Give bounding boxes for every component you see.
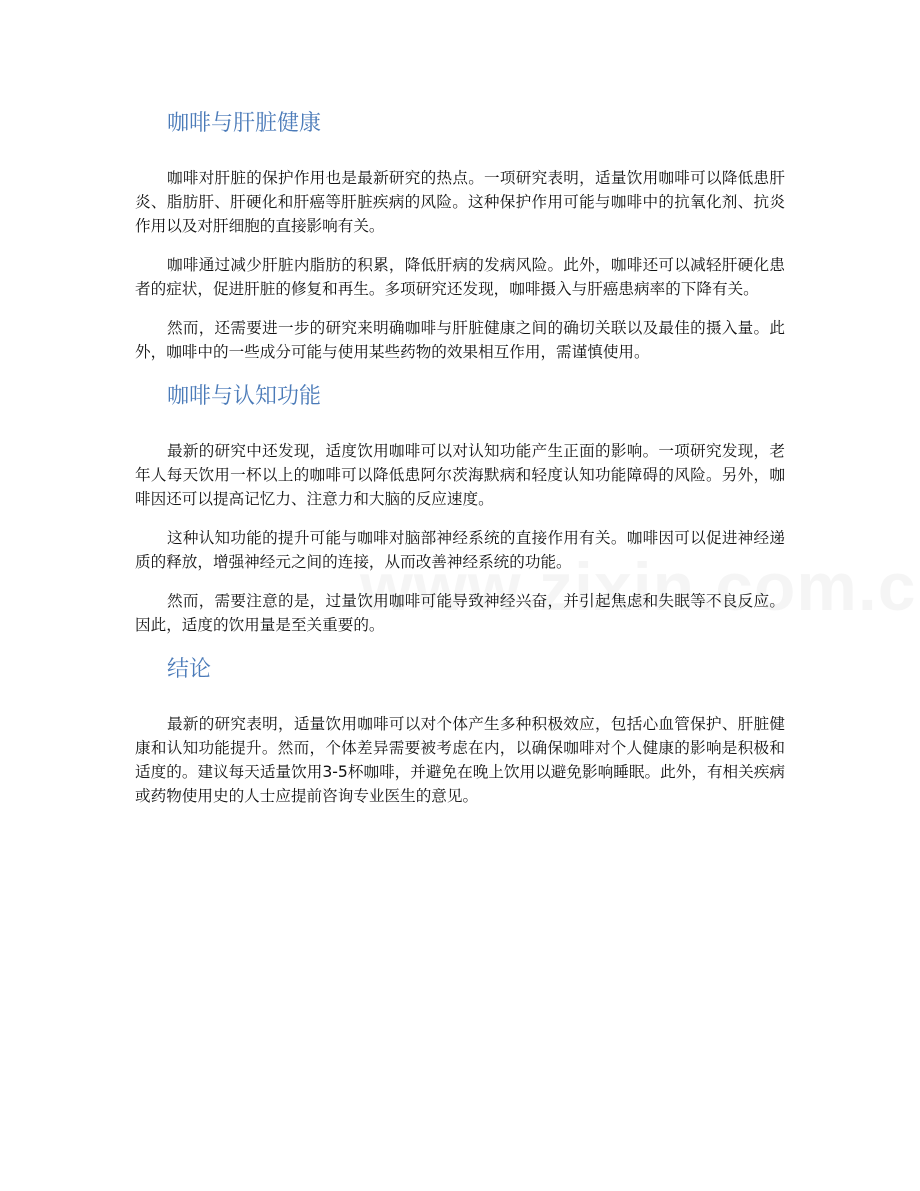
paragraph: 然而，还需要进一步的研究来明确咖啡与肝脏健康之间的确切关联以及最佳的摄入量。此外，咖啡中的一些成分可能与使用某些药物的效果相互作用，需谨慎使用。 <box>135 319 785 361</box>
section-liver-health <box>135 104 785 364</box>
section-heading: 结论 <box>167 657 212 682</box>
document-content <box>135 104 785 823</box>
paragraph: 最新的研究中还发现，适度饮用咖啡可以对认知功能产生正面的影响。一项研究发现，老年人每天饮用一杯以上的咖啡可以降低患阿尔茨海默病和轻度认知功能障碍的风险。另外，咖啡因还可以提高记忆力、注意力和大脑的反应速度。 <box>135 442 785 508</box>
section-heading: 咖啡与认知功能 <box>167 384 322 409</box>
paragraph: 然而，需要注意的是，过量饮用咖啡可能导致神经兴奋，并引起焦虑和失眠等不良反应。因此，适度的饮用量是至关重要的。 <box>135 592 785 634</box>
paragraph: 咖啡对肝脏的保护作用也是最新研究的热点。一项研究表明，适量饮用咖啡可以降低患肝炎、脂肪肝、肝硬化和肝癌等肝脏疾病的风险。这种保护作用可能与咖啡中的抗氧化剂、抗炎作用以及对肝细胞的直接影响有关。 <box>135 169 785 235</box>
paragraph: 咖啡通过减少肝脏内脂肪的积累，降低肝病的发病风险。此外，咖啡还可以减轻肝硬化患者的症状，促进肝脏的修复和再生。多项研究还发现，咖啡摄入与肝癌患病率的下降有关。 <box>135 256 785 298</box>
section-cognitive-function <box>135 377 785 637</box>
section-heading: 咖啡与肝脏健康 <box>167 111 322 136</box>
paragraph: 最新的研究表明，适量饮用咖啡可以对个体产生多种积极效应，包括心血管保护、肝脏健康和认知功能提升。然而，个体差异需要被考虑在内，以确保咖啡对个人健康的影响是积极和适度的。建议每天适量饮用3-5杯咖啡，并避免在晚上饮用以避免影响睡眠。此外，有相关疾病或药物使用史的人士应提前咨询专业医生的意见。 <box>135 715 785 805</box>
paragraph: 这种认知功能的提升可能与咖啡对脑部神经系统的直接作用有关。咖啡因可以促进神经递质的释放，增强神经元之间的连接，从而改善神经系统的功能。 <box>135 529 785 571</box>
section-conclusion <box>135 650 785 808</box>
